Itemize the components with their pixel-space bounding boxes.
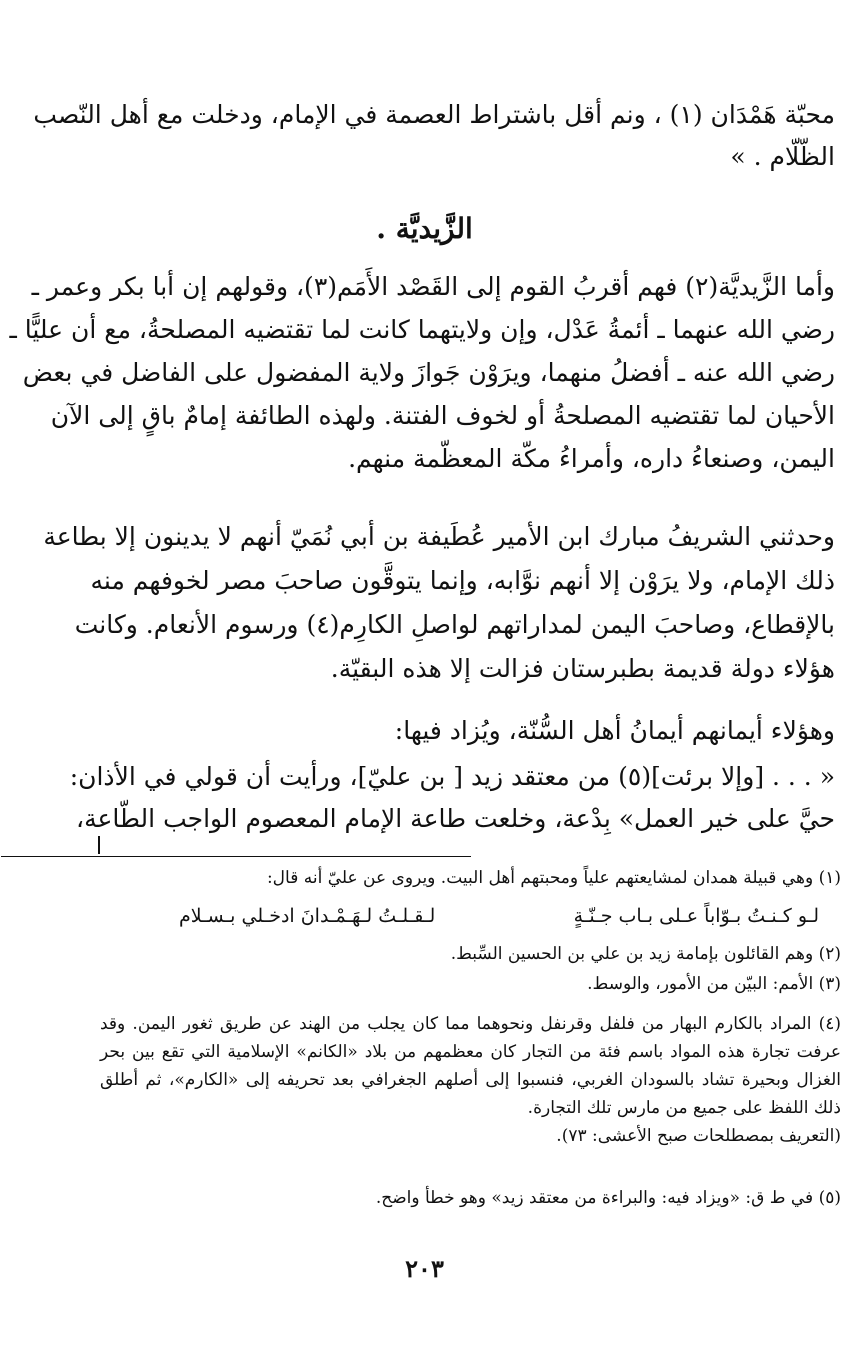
- text-line: بالإقطاع، وصاحبَ اليمن لمداراتهم لواصلِ الكارِم(٤) ورسوم الأنعام. وكانت: [74, 610, 835, 639]
- text-line: رضي الله عنه ـ أفضلُ منهما، ويرَوْن جَوازَ ولاية المفضول على الفاضل في بعض: [22, 358, 835, 387]
- poem-hemistich-left: لـقـلـتُ لـهَـمْـدانَ ادخـلي بـسـلام: [179, 905, 436, 927]
- continuation-text: [33, 100, 835, 172]
- footnote-line: (٤) المراد بالكارم البهار من فلفل وقرنفل ونحوهما مما كان يجلب من الهند عن طريق ثغور اليمن. وقد: [100, 1014, 841, 1034]
- footnote-3: [100, 972, 841, 996]
- footnote-line: (١) وهي قبيلة همدان لمشايعتهم علياً ومحبتهم أهل البيت. ويروى عن عليّ أنه قال:: [266, 868, 841, 888]
- footnote-5: [100, 1186, 841, 1210]
- poem-hemistich-right: لـو كـنـتُ بـوّاباً عـلى بـاب جـنّـةٍ: [573, 905, 819, 927]
- text-line: الظّلّام . »: [730, 142, 835, 171]
- footnote-line: ذلك اللفظ على جميع من مارس تلك التجارة.: [527, 1098, 841, 1118]
- page-number: ٢٠٣: [405, 1254, 444, 1283]
- text-line: هؤلاء دولة قديمة بطبرستان فزالت إلا هذه البقيّة.: [330, 654, 835, 683]
- footnote-separator: [1, 856, 471, 857]
- footnote-line: عرفت تجارة هذه المواد باسم فئة من التجار كان معظمهم من بلاد «الكانم» الإسلامية التي تقع بين بحر: [100, 1042, 841, 1062]
- paragraph-quote: [69, 762, 835, 834]
- footnote-line: (٣) الأمم: البيّن من الأمور، والوسط.: [587, 974, 841, 994]
- section-heading: الزَّيديَّة .: [376, 212, 473, 245]
- text-line: ذلك الإمام، ولا يرَوْن إلا أنهم نوَّابه، وإنما يتوقَّون صاحبَ مصر لخوفهم منه: [90, 566, 835, 595]
- paragraph-zaydiyya: [9, 272, 835, 474]
- footnote-line: (التعريف بمصطلحات صبح الأعشى: ٧٣).: [556, 1126, 841, 1146]
- text-line: « . . . [وإلا برئت](٥) من معتقد زيد [ بن عليّ]، ورأيت أن قولي في الأذان:: [69, 762, 835, 791]
- text-line: وحدثني الشريفُ مبارك ابن الأمير عُطَيفة بن أبي نُمَيّ أنهم لا يدينون إلا بطاعة: [43, 522, 835, 551]
- footnote-2: [100, 942, 841, 966]
- footnote-line: الغزال وبحيرة تشاد بالسودان الغربي، فنسبوا إلى أصلهم الجغرافي بعد تحريفه إلى «الكارم»، ثم أطلق: [100, 1070, 841, 1090]
- paragraph-sharif: [43, 522, 835, 684]
- text-line: اليمن، وصنعاءُ داره، وأمراءُ مكّة المعظّمة منهم.: [348, 444, 835, 473]
- footnote-line: (٥) في ط ق: «ويزاد فيه: والبراءة من معتقد زيد» وهو خطأ واضح.: [375, 1188, 841, 1208]
- text-line: الأحيان لما تقتضيه المصلحةُ أو لخوف الفتنة. ولهذه الطائفة إمامٌ باقٍ إلى الآن: [50, 401, 835, 430]
- margin-mark: [98, 836, 100, 854]
- footnote-poem: [179, 902, 819, 930]
- footnote-4: [100, 1012, 841, 1148]
- text-line: محبّة هَمْدَان (١) ، ونم أقل باشتراط العصمة في الإمام، ودخلت مع أهل النّصب: [33, 100, 835, 129]
- paragraph-oaths: [100, 716, 835, 746]
- text-line: وهؤلاء أيمانهم أيمانُ أهل السُّنّة، ويُزاد فيها:: [394, 716, 835, 745]
- text-line: رضي الله عنهما ـ أئمةُ عَدْل، وإن ولايتهما كانت لما تقتضيه المصلحةُ، مع أن عليًّا ـ: [9, 315, 835, 344]
- text-line: حيَّ على خير العمل» بِدْعة، وخلعت طاعة الإمام المعصوم الواجب الطّاعة،: [76, 804, 835, 833]
- footnote-line: (٢) وهم القائلون بإمامة زيد بن علي بن الحسين السِّبط.: [450, 944, 841, 964]
- text-line: وأما الزَّيديَّة(٢) فهم أقربُ القوم إلى القَصْد الأَمَم(٣)، وقولهم إن أبا بكر وعمر ـ: [31, 272, 835, 301]
- footnote-1: [100, 866, 841, 890]
